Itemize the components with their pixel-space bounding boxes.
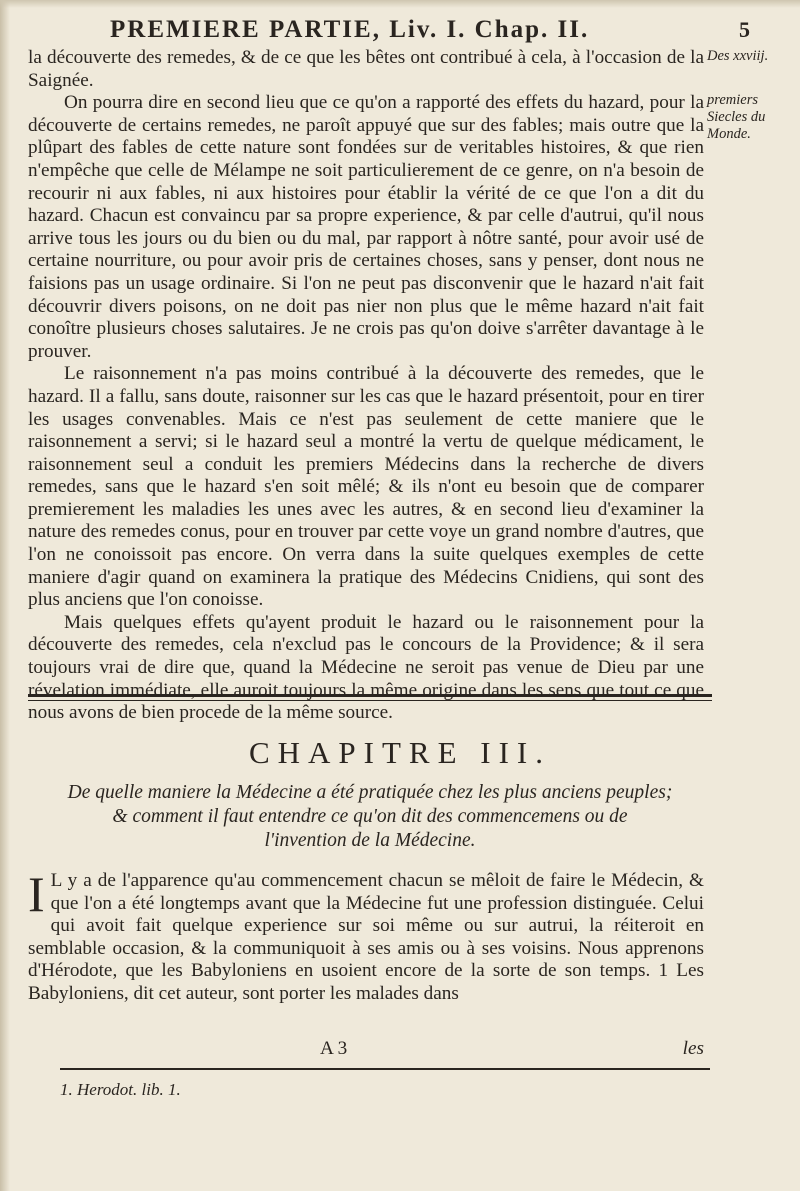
running-header — [110, 16, 750, 44]
paragraph: Le raisonnement n'a pas moins contribué à la découverte des remedes, que le hazard. Il a fallu, sans doute, raisonner sur les cas que le hazard présentoit, pour en tirer les usages convenables. Mais ce n'est pas seulement de cette maniere que le raisonnement a servi; si le hazard seul a montré la vertu de quelque médicament, le raisonnement seul a conduit les premiers Médecins dans la recherche de divers remedes, sans que le hazard s'en soit mêlé; & ils n'ont eu besoin que de comparer premierement les maladies les unes avec les autres, & en second lieu d'examiner la nature des remedes conus, pour en trouver par cette voye un grand nombre d'autres, que l'on ne conoissoit pas encore. On verra dans la suite quelques exemples de cette maniere d'agir quand on examinera la pratique des Médecins Cnidiens, qui sont des plus anciens que l'on conoisse. — [28, 363, 704, 611]
page-signature: 5 — [739, 17, 750, 42]
page-top-shadow — [0, 0, 800, 8]
subtitle-line: De quelle maniere la Médecine a été pratiquée chez les plus anciens peuples; — [67, 782, 673, 803]
body-text-section-2 — [28, 866, 704, 1006]
paragraph-continuation: la découverte des remedes, & de ce que les bêtes ont contribué à cela, à l'occasion de la Saignée. — [28, 47, 704, 91]
chapter-subtitle — [28, 781, 712, 853]
section-rule — [28, 694, 712, 697]
signature-mark: A 3 — [320, 1038, 348, 1059]
page-gutter-shadow — [0, 0, 10, 1191]
chapter-heading: CHAPITRE III. — [248, 735, 552, 770]
footnote-rule — [60, 1068, 710, 1070]
subtitle-line: & comment il faut entendre ce qu'on dit des commencemens ou de — [112, 806, 628, 827]
catchword: les — [682, 1038, 704, 1059]
drop-cap: I — [28, 866, 45, 922]
running-title: PREMIERE PARTIE, Liv. I. Chap. II. — [110, 16, 590, 43]
margin-note-date: Des xxviij. — [707, 48, 769, 64]
paragraph: On pourra dire en second lieu que ce qu'on a rapporté des effets du hazard, pour la découverte de certains remedes, ne paroît appuyé que sur des fables; mais outre que la plûpart des fables de cette nature sont fondées sur de veritables histoires, & que rien n'empêche que celle de Mélampe ne soit particulierement de ce genre, on n'a besoin de recourir ni aux fables, ni aux histoires pour établir la vérité de ce que l'on a dit du hazard. Chacun est convaincu par sa propre experience, & par celle d'autrui, qu'il nous arrive tous les jours ou du bien ou du mal, par rapport à nôtre santé, pour avoir usé de certaine nourriture, ou pour avoir pris de certaines choses, sans y penser, dont nous ne faisions pas un usage ordinaire. Si l'on ne peut pas disconvenir que le hazard n'ait fait découvrir divers poisons, on ne doit pas nier non plus que le même hazard n'ait fait conoître plusieurs choses salutaires. Je ne crois pas qu'on doive s'arrêter davantage à le prouver. — [28, 92, 704, 362]
paragraph: Mais quelques effets qu'ayent produit le hazard ou le raisonnement pour la découverte des remedes, cela n'exclud pas le concours de la Providence; & il sera toujours vrai de dire que, quand la Médecine ne seroit pas venue de Dieu par une révelation immédiate, elle auroit toujours la même origine dans les sens que tout ce que nous avons de bien procede de la même source. — [28, 611, 704, 724]
subtitle-line: l'invention de la Médecine. — [264, 830, 476, 851]
paragraph: L y a de l'apparence qu'au commencement chacun se mêloit de faire le Médecin, & que l'on a été longtemps avant que la Médecine fut une profession distinguée. Celui qui avoit fait quelque experience sur soi même ou sur autrui, la réiteroit en semblable occasion, & la communiquoit à ses amis ou à ses voisins. Nous apprenons d'Hérodote, que les Babyloniens en usoient encore de la sorte de son temps. 1 Les Babyloniens, dit cet auteur, sont porter les malades dans — [28, 870, 704, 1004]
footnote: 1. Herodot. lib. 1. — [60, 1080, 181, 1099]
margin-note-topic: premiers Siecles du Monde. — [707, 92, 766, 142]
section-rule-thin — [28, 700, 712, 701]
body-text-section-1 — [28, 47, 704, 725]
